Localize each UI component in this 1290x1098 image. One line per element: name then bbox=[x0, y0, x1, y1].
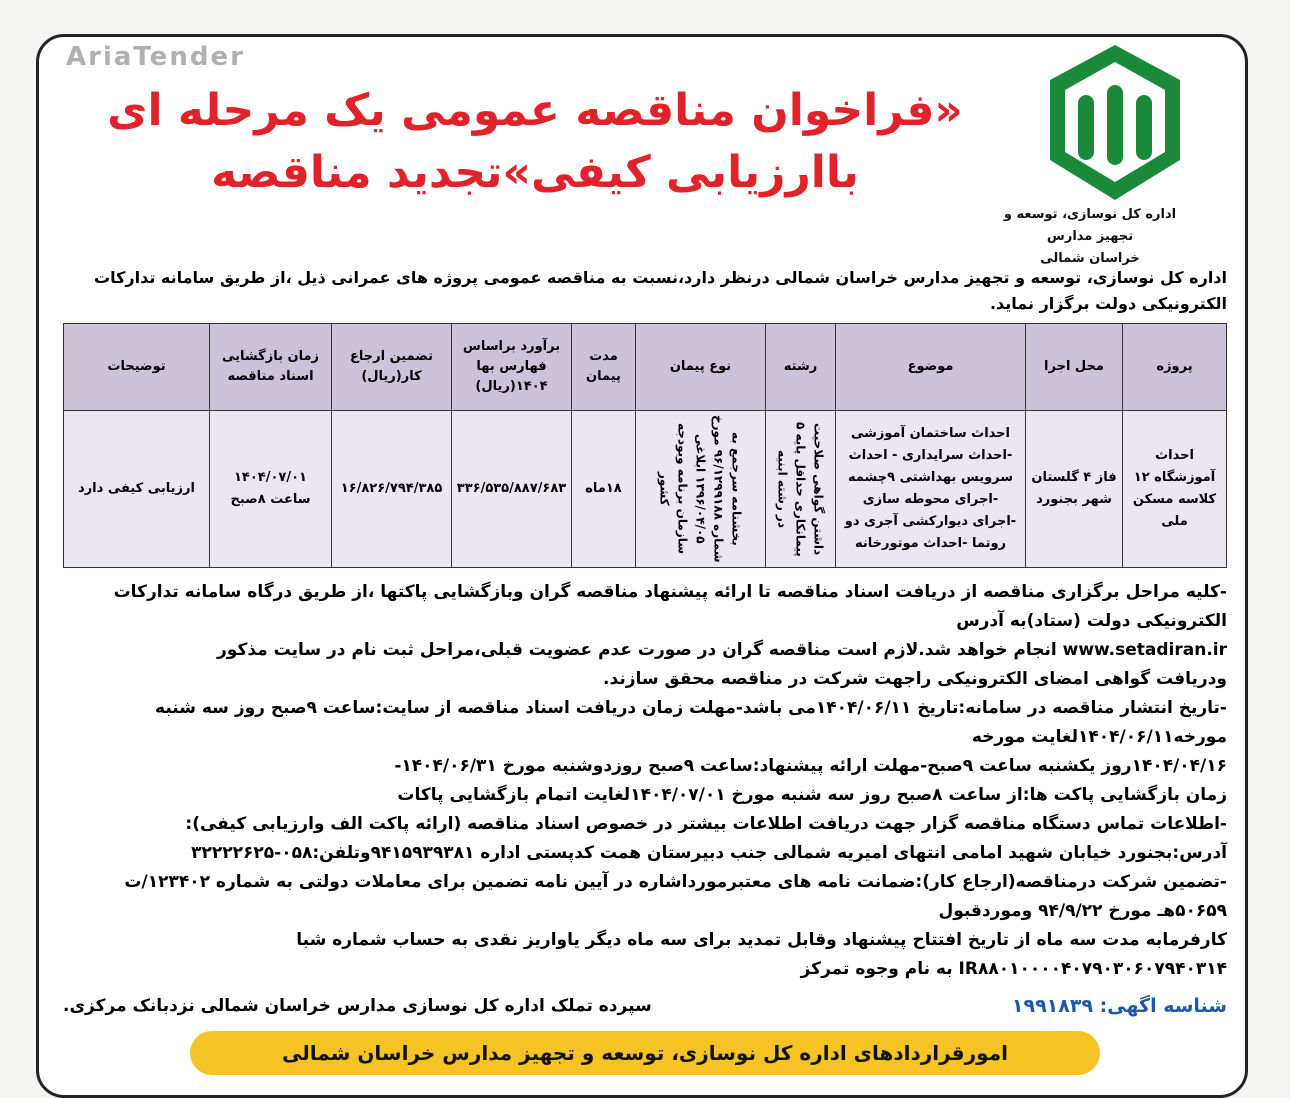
col-duration: مدت پیمان bbox=[572, 324, 636, 411]
footer-banner: امورقراردادهای اداره کل نوسازی، توسعه و تجهیز مدارس خراسان شمالی bbox=[190, 1031, 1100, 1075]
col-estimate: برآورد براساس فهارس بها ۱۴۰۴(ریال) bbox=[452, 324, 572, 411]
cell-project: احداث آموزشگاه ۱۲ کلاسه مسکن ملی bbox=[1123, 411, 1227, 568]
col-guarantee: تضمین ارجاع کار(ریال) bbox=[332, 324, 452, 411]
org-line-2: خراسان شمالی bbox=[1040, 251, 1140, 266]
body-line: www.setadiran.ir انجام خواهد شد.لازم است مناقصه گران در صورت عدم عضویت قبلی،مراحل ثبت نام در سایت مذکور bbox=[217, 640, 1227, 660]
col-field: رشته bbox=[766, 324, 836, 411]
col-location: محل اجرا bbox=[1026, 324, 1123, 411]
body-line: -تاریخ انتشار مناقصه در سامانه:تاریخ ۱۴۰۴/۰۶/۱۱می باشد-مهلت زمان دریافت اسناد مناقصه از سایت:ساعت ۹صبح روز سه شنبه مورخه۱۴۰۴/۰۶/۱۱لغایت مورخه bbox=[155, 698, 1227, 747]
cell-field: داشتن گواهی صلاحیت پیمانکاری حداقل پایه ۵ در رشته ابنیه bbox=[775, 421, 826, 557]
cell-field-wrap bbox=[766, 411, 836, 568]
body-line: -تضمین شرکت درمناقصه(ارجاع کار):ضمانت نامه های معتبرمورداشاره در آیین نامه تضمین برای معاملات دولتی به شماره ۱۲۳۴۰۲/ت ۵۰۶۵۹هـ مورخ ۹۴/۹/۲۲ وموردقبول bbox=[124, 872, 1227, 921]
intro-text: اداره کل نوسازی، توسعه و تجهیز مدارس خراسان شمالی درنظر دارد،نسبت به مناقصه عمومی پروژه های عمرانی ذیل ،از طریق سامانه تدارکات الکترونیکی دولت برگزار نماید. bbox=[94, 268, 1227, 313]
body-line: -کلیه مراحل برگزاری مناقصه از دریافت اسناد مناقصه تا ارائه پیشنهاد مناقصه گران وبازگشایی پاکتها ،از طریق درگاه سامانه تدارکات الکترونیکی دولت (ستاد)به آدرس bbox=[113, 582, 1227, 631]
org-line-1: اداره کل نوسازی، توسعه و تجهیز مدارس bbox=[1003, 207, 1177, 244]
cell-duration: ۱۸ماه bbox=[572, 411, 636, 568]
col-notes: توضیحات bbox=[64, 324, 210, 411]
organization-logo bbox=[1040, 40, 1190, 205]
body-line: زمان بازگشایی پاکت ها:از ساعت ۸صبح روز سه شنبه مورخ ۱۴۰۴/۰۷/۰۱لغایت اتمام بازگشایی پاکات bbox=[397, 785, 1227, 805]
title-line-1: «فراخوان مناقصه عمومی یک مرحله ای bbox=[107, 85, 963, 136]
body-line: ودریافت گواهی امضای الکترونیکی راجهت شرکت در مناقصه محقق سازند. bbox=[603, 669, 1227, 689]
body-line: -اطلاعات تماس دستگاه مناقصه گزار جهت دریافت اطلاعات بیشتر در خصوص اسناد مناقصه (ارائه پاکت الف وارزیابی کیفی): bbox=[185, 814, 1227, 834]
body-line: ۱۴۰۴/۰۴/۱۶روز یکشنبه ساعت ۹صبح-مهلت ارائه پیشنهاد:ساعت ۹صبح روزدوشنبه مورخ ۱۴۰۴/۰۶/۳۱- bbox=[394, 756, 1227, 776]
table-row bbox=[64, 411, 1227, 568]
col-project: پروژه bbox=[1123, 324, 1227, 411]
body-line: آدرس:بجنورد خیابان شهید امامی انتهای امیریه شمالی جنب دبیرستان همت کدپستی اداره ۹۴۱۵۹۳۹۳۸۱وتلفن:۰۵۸-۳۲۲۲۲۶۲۵ bbox=[191, 843, 1227, 863]
watermark: AriaTender bbox=[66, 42, 245, 72]
cell-estimate: ۳۳۶/۵۳۵/۸۸۷/۶۸۳ bbox=[452, 411, 572, 568]
title-line-2: باارزیابی کیفی»تجدید مناقصه bbox=[211, 147, 859, 198]
cell-contract-type-wrap bbox=[636, 411, 766, 568]
body-text bbox=[63, 578, 1227, 1021]
tender-table bbox=[63, 323, 1227, 568]
last-line-row bbox=[63, 992, 1227, 1021]
table-header-row bbox=[64, 324, 1227, 411]
cell-location: فاز ۴ گلستان شهر بجنورد bbox=[1026, 411, 1123, 568]
col-subject: موضوع bbox=[836, 324, 1026, 411]
ad-content bbox=[63, 265, 1227, 1075]
cell-guarantee: ۱۶/۸۲۶/۷۹۴/۳۸۵ bbox=[332, 411, 452, 568]
col-opening: زمان بازگشایی اسناد مناقصه bbox=[210, 324, 332, 411]
organization-name bbox=[990, 204, 1190, 270]
page-title bbox=[70, 80, 1000, 204]
cell-contract-type: بخشنامه سرجمع به شماره ۹۶/۱۲۹۹۱۸۸ مورخ ۱۳۹۶/۰۴/۰۵ ابلاغی سازمان برنامه وبودجه کشور bbox=[657, 415, 744, 563]
ad-id: شناسه اگهی: ۱۹۹۱۸۳۹ bbox=[1011, 995, 1227, 1017]
cell-notes: ارزیابی کیفی دارد bbox=[64, 411, 210, 568]
col-contract-type: نوع پیمان bbox=[636, 324, 766, 411]
cell-subject: احداث ساختمان آموزشی -احداث سرایداری - احداث سرویس بهداشتی ۹چشمه -اجرای محوطه سازی -اجرای دیوارکشی آجری دو روتما -احداث موتورخانه bbox=[836, 411, 1026, 568]
cell-opening: ۱۴۰۴/۰۷/۰۱ ساعت ۸صبح bbox=[210, 411, 332, 568]
body-line: کارفرمابه مدت سه ماه از تاریخ افتتاح پیشنهاد وقابل تمدید برای سه ماه دیگر یاواریز نقدی به حساب شماره شبا IR۸۸۰۱۰۰۰۰۴۰۷۹۰۳۰۶۰۷۹۴۰۳۱۴ به نام وجوه تمرکز bbox=[296, 930, 1227, 979]
body-line: سپرده تملک اداره کل نوسازی مدارس خراسان شمالی نزدبانک مرکزی. bbox=[63, 996, 652, 1016]
